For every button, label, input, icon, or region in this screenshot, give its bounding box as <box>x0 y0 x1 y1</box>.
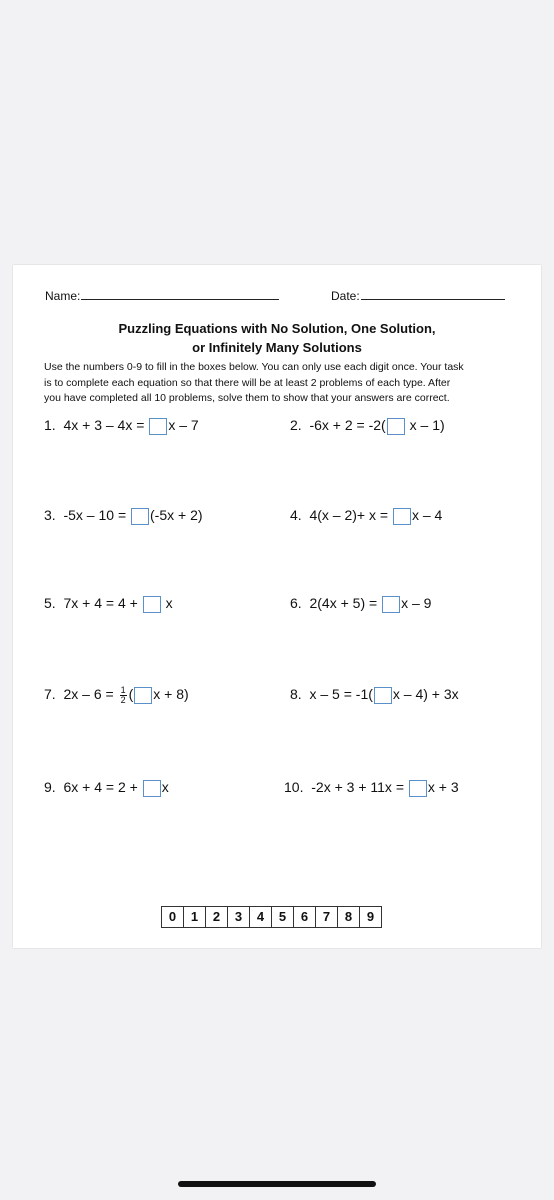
equation-right: x + 8) <box>153 686 189 702</box>
equation-left: x – 5 = -1( <box>309 686 373 702</box>
equation-right: x – 4 <box>411 507 443 523</box>
equation-right: x – 1) <box>405 417 445 433</box>
instructions-line-3: you have completed all 10 problems, solve them to show that your answers are correct. <box>44 392 450 404</box>
equation-left: 4x + 3 – 4x = <box>63 417 149 433</box>
fraction-one-half: $\frac{1}{2}$ <box>120 684 126 705</box>
problem-5 <box>44 593 173 613</box>
digit-cell: 6 <box>294 907 316 927</box>
problem-9 <box>44 777 169 797</box>
problem-number: 6. <box>290 595 302 611</box>
problem-number: 8. <box>290 686 302 702</box>
digit-cell: 0 <box>162 907 184 927</box>
equation-left: -2x + 3 + 11x = <box>311 779 408 795</box>
problem-number: 7. <box>44 686 56 702</box>
equation-right: (-5x + 2) <box>150 507 203 523</box>
answer-box[interactable] <box>143 596 161 613</box>
problem-6 <box>290 593 431 613</box>
answer-box[interactable] <box>387 418 405 435</box>
date-blank-line <box>361 287 505 300</box>
digit-cell: 3 <box>228 907 250 927</box>
problem-number: 5. <box>44 595 56 611</box>
digit-cell: 5 <box>272 907 294 927</box>
digit-cell: 2 <box>206 907 228 927</box>
problem-7 <box>44 684 189 705</box>
equation-left: 6x + 4 = 2 + <box>63 779 142 795</box>
digit-cell: 7 <box>316 907 338 927</box>
equation-left: -6x + 2 = -2( <box>309 417 386 433</box>
equation-left: 7x + 4 = 4 + <box>63 595 142 611</box>
date-field <box>331 287 505 303</box>
digit-cell: 1 <box>184 907 206 927</box>
answer-box[interactable] <box>393 508 411 525</box>
problem-number: 4. <box>290 507 302 523</box>
digit-cell: 9 <box>366 909 375 924</box>
problem-number: 1. <box>44 417 56 433</box>
equation-right: x – 4) + 3x <box>392 686 459 702</box>
equation-right: x + 3 <box>427 779 459 795</box>
answer-box[interactable] <box>382 596 400 613</box>
equation-right: x – 7 <box>168 417 199 433</box>
digit-cell: 4 <box>250 907 272 927</box>
home-indicator[interactable] <box>178 1181 376 1187</box>
instructions <box>44 360 524 407</box>
problem-number: 3. <box>44 507 56 523</box>
problem-number: 2. <box>290 417 302 433</box>
name-label: Name: <box>45 289 81 303</box>
instructions-line-1: Use the numbers 0-9 to fill in the boxes below. You can only use each digit once. Your task <box>44 361 464 373</box>
name-blank-line <box>81 287 279 300</box>
answer-box[interactable] <box>134 687 152 704</box>
instructions-line-2: is to complete each equation so that there will be at least 2 problems of each type. After <box>44 376 451 389</box>
equation-left: 4(x – 2)+ x = <box>309 507 392 523</box>
worksheet-page <box>13 265 541 948</box>
answer-box[interactable] <box>131 508 149 525</box>
answer-box[interactable] <box>374 687 392 704</box>
digit-bank <box>161 906 382 928</box>
equation-right: x <box>161 595 173 611</box>
problem-2 <box>290 415 445 435</box>
problem-number: 9. <box>44 779 56 795</box>
worksheet-title-line-1: Puzzling Equations with No Solution, One Solution, <box>118 321 436 336</box>
answer-box[interactable] <box>409 780 427 797</box>
date-label: Date: <box>331 289 360 303</box>
equation-right: x – 9 <box>401 595 432 611</box>
equation-left: -5x – 10 = <box>63 507 131 523</box>
answer-box[interactable] <box>143 780 161 797</box>
problem-1 <box>44 415 199 435</box>
equation-right: x <box>161 779 169 795</box>
worksheet-title-line-2: or Infinitely Many Solutions <box>192 340 362 355</box>
answer-box[interactable] <box>149 418 167 435</box>
open-paren: ( <box>128 686 134 702</box>
problem-4 <box>290 505 442 525</box>
name-field <box>45 287 279 303</box>
problem-3 <box>44 505 203 525</box>
problem-10 <box>284 777 459 797</box>
problem-8 <box>290 684 459 704</box>
digit-cell: 8 <box>338 907 360 927</box>
equation-left: 2(4x + 5) = <box>309 595 382 611</box>
problem-number: 10. <box>284 779 304 795</box>
equation-left: 2x – 6 = <box>63 686 118 702</box>
